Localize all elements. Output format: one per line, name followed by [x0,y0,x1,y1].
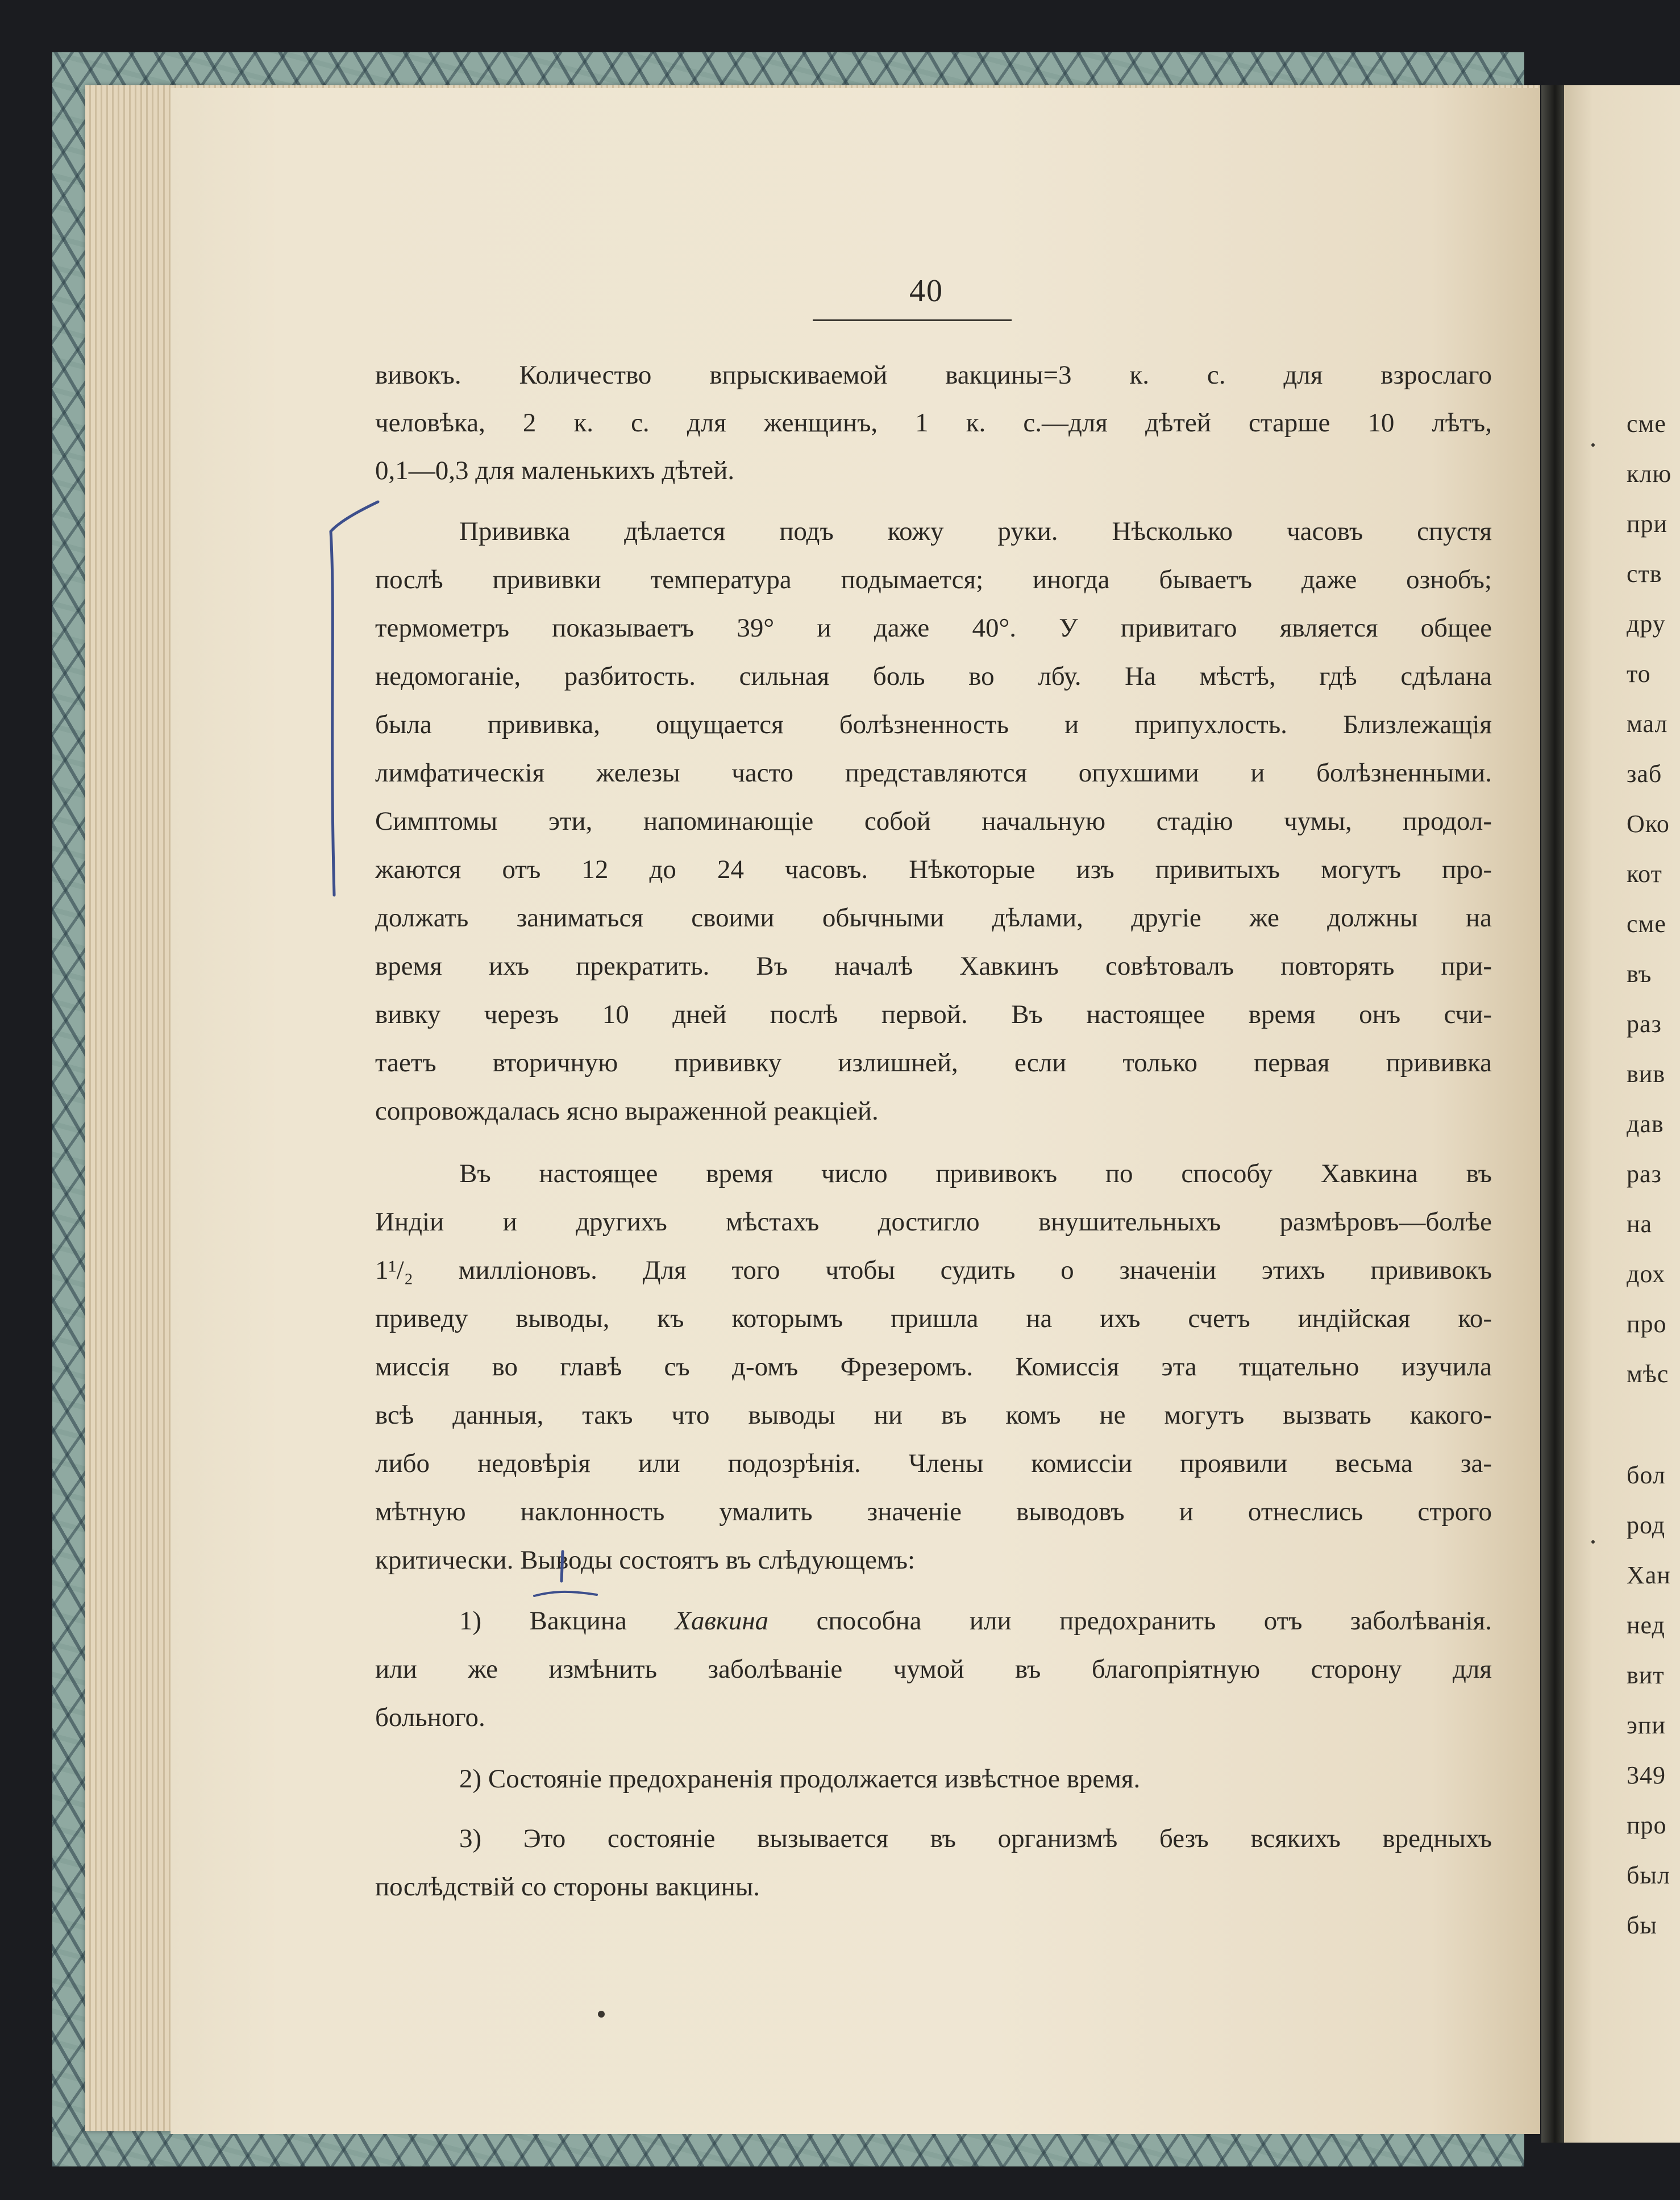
text-line: сопровождалась ясно выраженной реакціей. [375,1096,879,1126]
text-line: послѣ прививки температура подымается; иногда бываетъ даже ознобъ; [375,565,1492,594]
text-line: таетъ вторичную прививку излишней, если только первая прививка [375,1048,1492,1078]
right-page-fragment: нед [1627,1611,1665,1639]
right-page-fragment: сме [1627,410,1666,438]
right-page-fragment: сме [1627,910,1666,938]
italic-word: Хавкина [675,1606,769,1636]
right-page-fragment: раз [1627,1160,1662,1188]
text-line: вивку черезъ 10 дней послѣ первой. Въ настоящее время онъ счи- [375,1000,1492,1029]
text-line: миссія во главѣ съ д-омъ Фрезеромъ. Комиссія эта тщательно изучила [375,1352,1492,1382]
right-page-fragment: на [1627,1210,1653,1238]
text-line: 0,1—0,3 для маленькихъ дѣтей. [375,456,735,485]
text-line: 3) Это состояніе вызывается въ организмѣ безъ всякихъ вредныхъ [459,1824,1492,1853]
ink-dot [598,2011,605,2018]
right-page-fragment: про [1627,1811,1667,1839]
right-page-fragment: въ [1627,960,1652,988]
text-line: недомоганіе, разбитость. сильная боль во лбу. На мѣстѣ, гдѣ сдѣлана [375,662,1492,691]
right-page-fragment: дох [1627,1260,1666,1288]
book-gutter [1541,85,1564,2143]
page-number: 40 [909,273,943,309]
right-page-fragment: бол [1627,1461,1666,1489]
text-line: термометръ показываетъ 39° и даже 40°. У привитаго является общее [375,613,1492,643]
text-line: была прививка, ощущается болѣзненность и припухлость. Близлежащія [375,710,1492,739]
ink-dot [1591,1540,1595,1544]
right-page-fragment: Хан [1627,1561,1671,1589]
text-line: или же измѣнить заболѣваніе чумой въ благопріятную сторону для [375,1654,1492,1684]
right-page-fragment: мѣс [1627,1360,1669,1388]
right-page-fragment: раз [1627,1010,1662,1038]
right-page-fragment: заб [1627,760,1662,788]
text-line: вивокъ. Количество впрыскиваемой вакцины=3 к. с. для взрослаго [375,360,1492,390]
right-page-fragment: вив [1627,1060,1666,1088]
right-page [1564,85,1680,2143]
right-page-fragment: кот [1627,860,1662,888]
pencil-margin-bracket [318,497,386,906]
text-line: 1¹/₂ милліоновъ. Для того чтобы судить о значеніи этихъ прививокъ [375,1255,1492,1285]
text-line: человѣка, 2 к. с. для женщинъ, 1 к. с.—для дѣтей старше 10 лѣтъ, [375,408,1492,438]
right-page-fragment: эпи [1627,1711,1666,1739]
right-page-fragment: был [1627,1861,1670,1889]
ink-dot [1591,443,1595,447]
right-page-fragment: 349 [1627,1761,1666,1789]
right-page-fragment: дав [1627,1110,1664,1138]
text-line: Въ настоящее время число прививокъ по способу Хавкина въ [459,1159,1492,1188]
text-line: Симптомы эти, напоминающіе собой начальную стадію чумы, продол- [375,806,1492,836]
pencil-tick-mark [529,1546,614,1608]
text-line: Прививка дѣлается подъ кожу руки. Нѣсколько часовъ спустя [459,517,1492,546]
conclusion-1-tail: способна или предохранить отъ заболѣванія. [768,1606,1492,1636]
text-line: критически. Выводы состоятъ въ слѣдующемъ: [375,1545,916,1575]
right-page-fragment: то [1627,660,1651,688]
text-line: всѣ данныя, такъ что выводы ни въ комъ не могутъ вызвать какого- [375,1400,1492,1430]
text-line: время ихъ прекратить. Въ началѣ Хавкинъ совѣтовалъ повторять при- [375,951,1492,981]
text-line: послѣдствій со стороны вакцины. [375,1872,760,1902]
text-line: либо недовѣрія или подозрѣнія. Члены комиссіи проявили весьма за- [375,1449,1492,1478]
right-page-fragment: дру [1627,610,1666,638]
right-page-fragment: клю [1627,460,1672,488]
text-line: мѣтную наклонность умалить значеніе выводовъ и отнеслись строго [375,1497,1492,1527]
right-page-fragment: бы [1627,1911,1657,1939]
right-page-fragment: род [1627,1511,1666,1539]
text-line-conclusion-1 [459,1604,1492,1638]
text-line: лимфатическія железы часто представляются опухшими и болѣзненными. [375,758,1492,788]
text-line: больного. [375,1703,485,1732]
text-line: жаются отъ 12 до 24 часовъ. Нѣкоторые изъ привитыхъ могутъ про- [375,855,1492,884]
text-line: должать заниматься своими обычными дѣлами, другіе же должны на [375,903,1492,933]
text-line: Индіи и другихъ мѣстахъ достигло внушительныхъ размѣровъ—болѣе [375,1207,1492,1237]
conclusion-1-lead: 1) Вакцина [459,1606,675,1636]
right-page-fragment: про [1627,1310,1667,1338]
right-page-fragment: мал [1627,710,1668,738]
right-page-fragment: Око [1627,810,1670,838]
right-page-fragment: при [1627,510,1668,538]
text-line: 2) Состояніе предохраненія продолжается извѣстное время. [459,1764,1141,1794]
right-page-fragment: ств [1627,560,1662,588]
right-page-fragment: вит [1627,1661,1665,1689]
text-line: приведу выводы, къ которымъ пришла на ихъ счетъ индійская ко- [375,1304,1492,1333]
page-number-rule [813,319,1012,321]
